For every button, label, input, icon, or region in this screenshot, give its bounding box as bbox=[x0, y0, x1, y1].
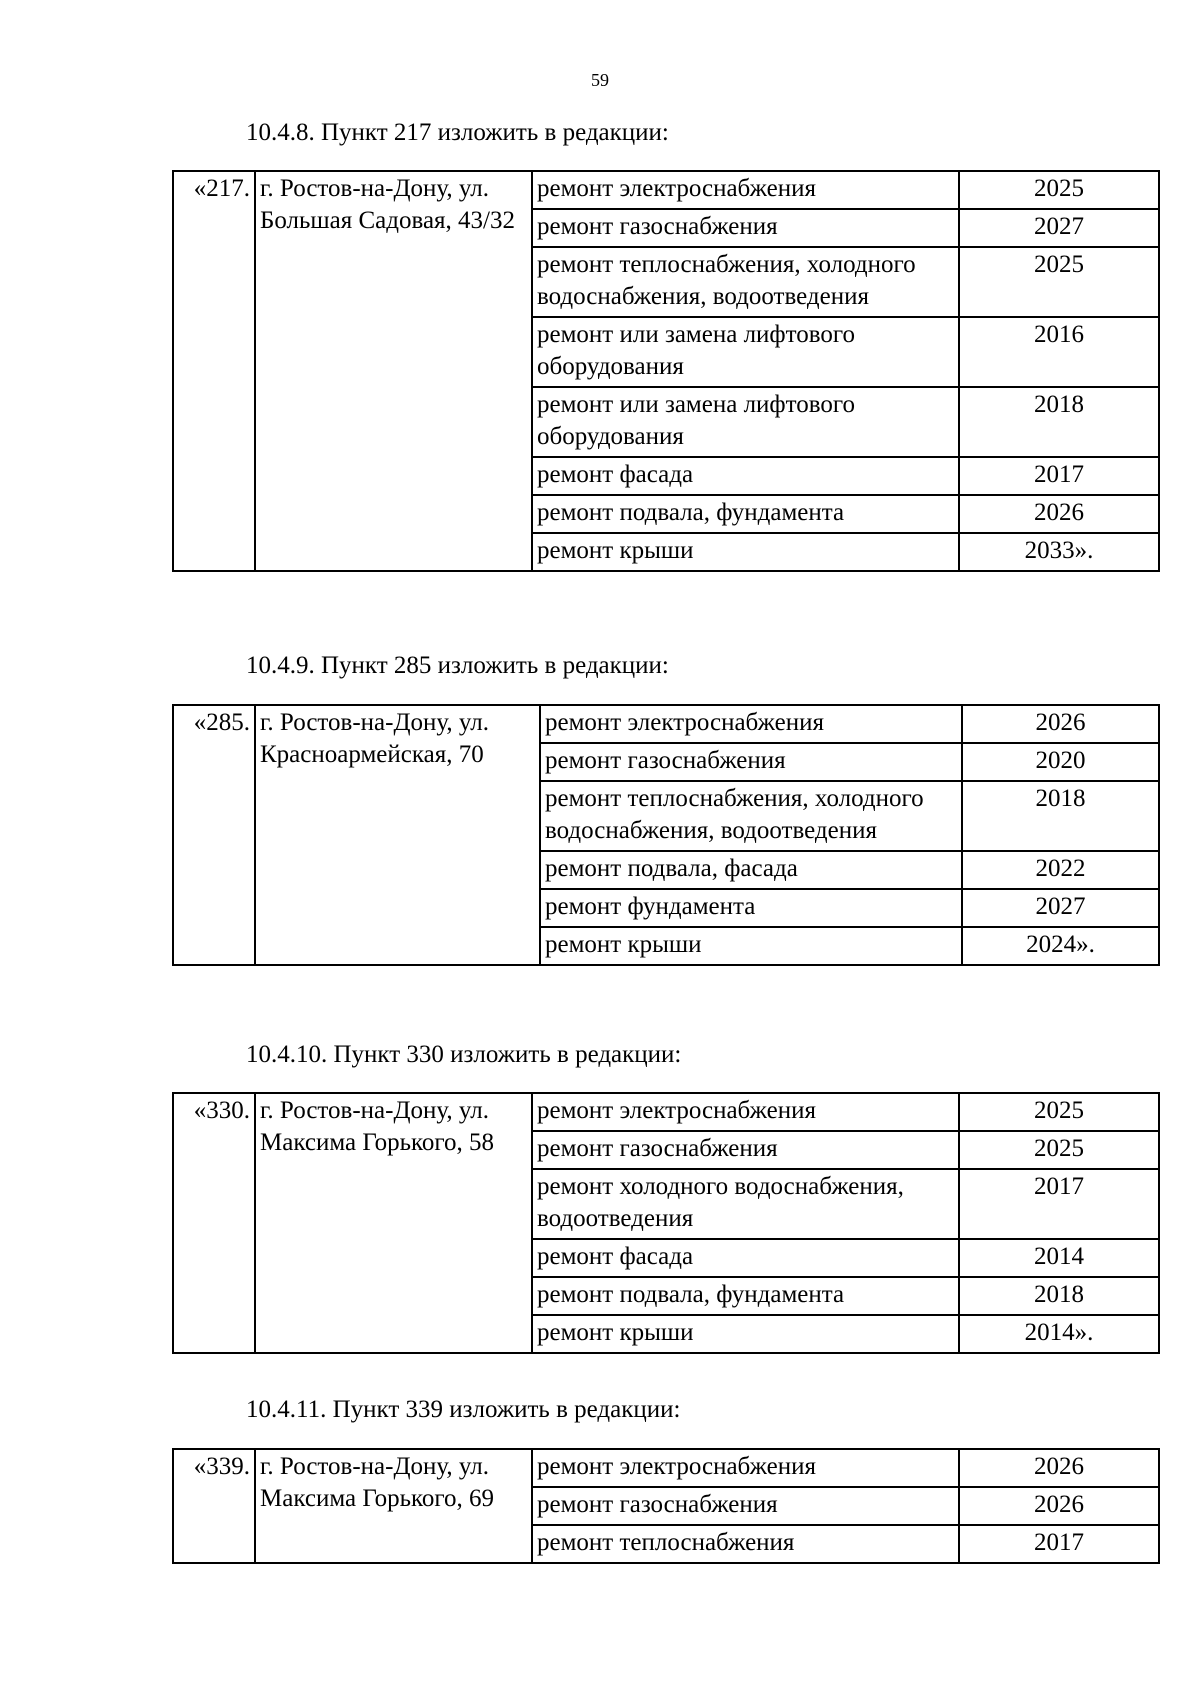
amendment-table bbox=[172, 170, 1160, 572]
year-cell: 2014 bbox=[959, 1239, 1159, 1277]
table-row bbox=[173, 171, 1159, 209]
work-type-cell: ремонт подвала, фасада bbox=[540, 851, 962, 889]
year-cell: 2026 bbox=[959, 1449, 1159, 1487]
year-cell: 2018 bbox=[962, 781, 1159, 851]
year-cell: 2025 bbox=[959, 1093, 1159, 1131]
item-number: «339. bbox=[173, 1449, 255, 1563]
section-heading: 10.4.9. Пункт 285 изложить в редакции: bbox=[246, 652, 669, 679]
work-type-cell: ремонт или замена лифтового оборудования bbox=[532, 387, 959, 457]
item-number: «330. bbox=[173, 1093, 255, 1353]
year-cell: 2018 bbox=[959, 387, 1159, 457]
work-type-cell: ремонт подвала, фундамента bbox=[532, 495, 959, 533]
work-type-cell: ремонт электроснабжения bbox=[532, 171, 959, 209]
year-cell: 2025 bbox=[959, 171, 1159, 209]
work-type-cell: ремонт газоснабжения bbox=[532, 1487, 959, 1525]
section-heading: 10.4.10. Пункт 330 изложить в редакции: bbox=[246, 1041, 682, 1068]
year-cell: 2027 bbox=[959, 209, 1159, 247]
amendment-table bbox=[172, 1448, 1160, 1564]
year-cell: 2026 bbox=[959, 1487, 1159, 1525]
work-type-cell: ремонт фасада bbox=[532, 457, 959, 495]
year-cell: 2025 bbox=[959, 247, 1159, 317]
address-cell: г. Ростов-на-Дону, ул. Красноармейская, 70 bbox=[255, 705, 540, 965]
work-type-cell: ремонт газоснабжения bbox=[540, 743, 962, 781]
amendment-table bbox=[172, 704, 1160, 966]
address-cell: г. Ростов-на-Дону, ул. Максима Горького, 69 bbox=[255, 1449, 532, 1563]
year-cell: 2025 bbox=[959, 1131, 1159, 1169]
work-type-cell: ремонт теплоснабжения bbox=[532, 1525, 959, 1563]
year-cell: 2024». bbox=[962, 927, 1159, 965]
section-heading: 10.4.8. Пункт 217 изложить в редакции: bbox=[246, 119, 669, 146]
year-cell: 2016 bbox=[959, 317, 1159, 387]
year-cell: 2027 bbox=[962, 889, 1159, 927]
table-row bbox=[173, 1093, 1159, 1131]
year-cell: 2026 bbox=[962, 705, 1159, 743]
year-cell: 2033». bbox=[959, 533, 1159, 571]
year-cell: 2017 bbox=[959, 1169, 1159, 1239]
work-type-cell: ремонт подвала, фундамента bbox=[532, 1277, 959, 1315]
table-row bbox=[173, 1449, 1159, 1487]
work-type-cell: ремонт теплоснабжения, холодного водоснабжения, водоотведения bbox=[532, 247, 959, 317]
work-type-cell: ремонт крыши bbox=[532, 533, 959, 571]
item-number: «285. bbox=[173, 705, 255, 965]
address-cell: г. Ростов-на-Дону, ул. Большая Садовая, 43/32 bbox=[255, 171, 532, 571]
year-cell: 2020 bbox=[962, 743, 1159, 781]
year-cell: 2017 bbox=[959, 1525, 1159, 1563]
work-type-cell: ремонт или замена лифтового оборудования bbox=[532, 317, 959, 387]
year-cell: 2017 bbox=[959, 457, 1159, 495]
work-type-cell: ремонт теплоснабжения, холодного водоснабжения, водоотведения bbox=[540, 781, 962, 851]
year-cell: 2022 bbox=[962, 851, 1159, 889]
work-type-cell: ремонт электроснабжения bbox=[532, 1093, 959, 1131]
item-number: «217. bbox=[173, 171, 255, 571]
work-type-cell: ремонт электроснабжения bbox=[540, 705, 962, 743]
work-type-cell: ремонт газоснабжения bbox=[532, 1131, 959, 1169]
address-cell: г. Ростов-на-Дону, ул. Максима Горького, 58 bbox=[255, 1093, 532, 1353]
work-type-cell: ремонт газоснабжения bbox=[532, 209, 959, 247]
year-cell: 2026 bbox=[959, 495, 1159, 533]
work-type-cell: ремонт электроснабжения bbox=[532, 1449, 959, 1487]
amendment-table bbox=[172, 1092, 1160, 1354]
table-row bbox=[173, 705, 1159, 743]
work-type-cell: ремонт фасада bbox=[532, 1239, 959, 1277]
year-cell: 2018 bbox=[959, 1277, 1159, 1315]
section-heading: 10.4.11. Пункт 339 изложить в редакции: bbox=[246, 1396, 681, 1423]
work-type-cell: ремонт холодного водоснабжения, водоотведения bbox=[532, 1169, 959, 1239]
work-type-cell: ремонт фундамента bbox=[540, 889, 962, 927]
page-number: 59 bbox=[591, 70, 609, 90]
year-cell: 2014». bbox=[959, 1315, 1159, 1353]
work-type-cell: ремонт крыши bbox=[532, 1315, 959, 1353]
work-type-cell: ремонт крыши bbox=[540, 927, 962, 965]
